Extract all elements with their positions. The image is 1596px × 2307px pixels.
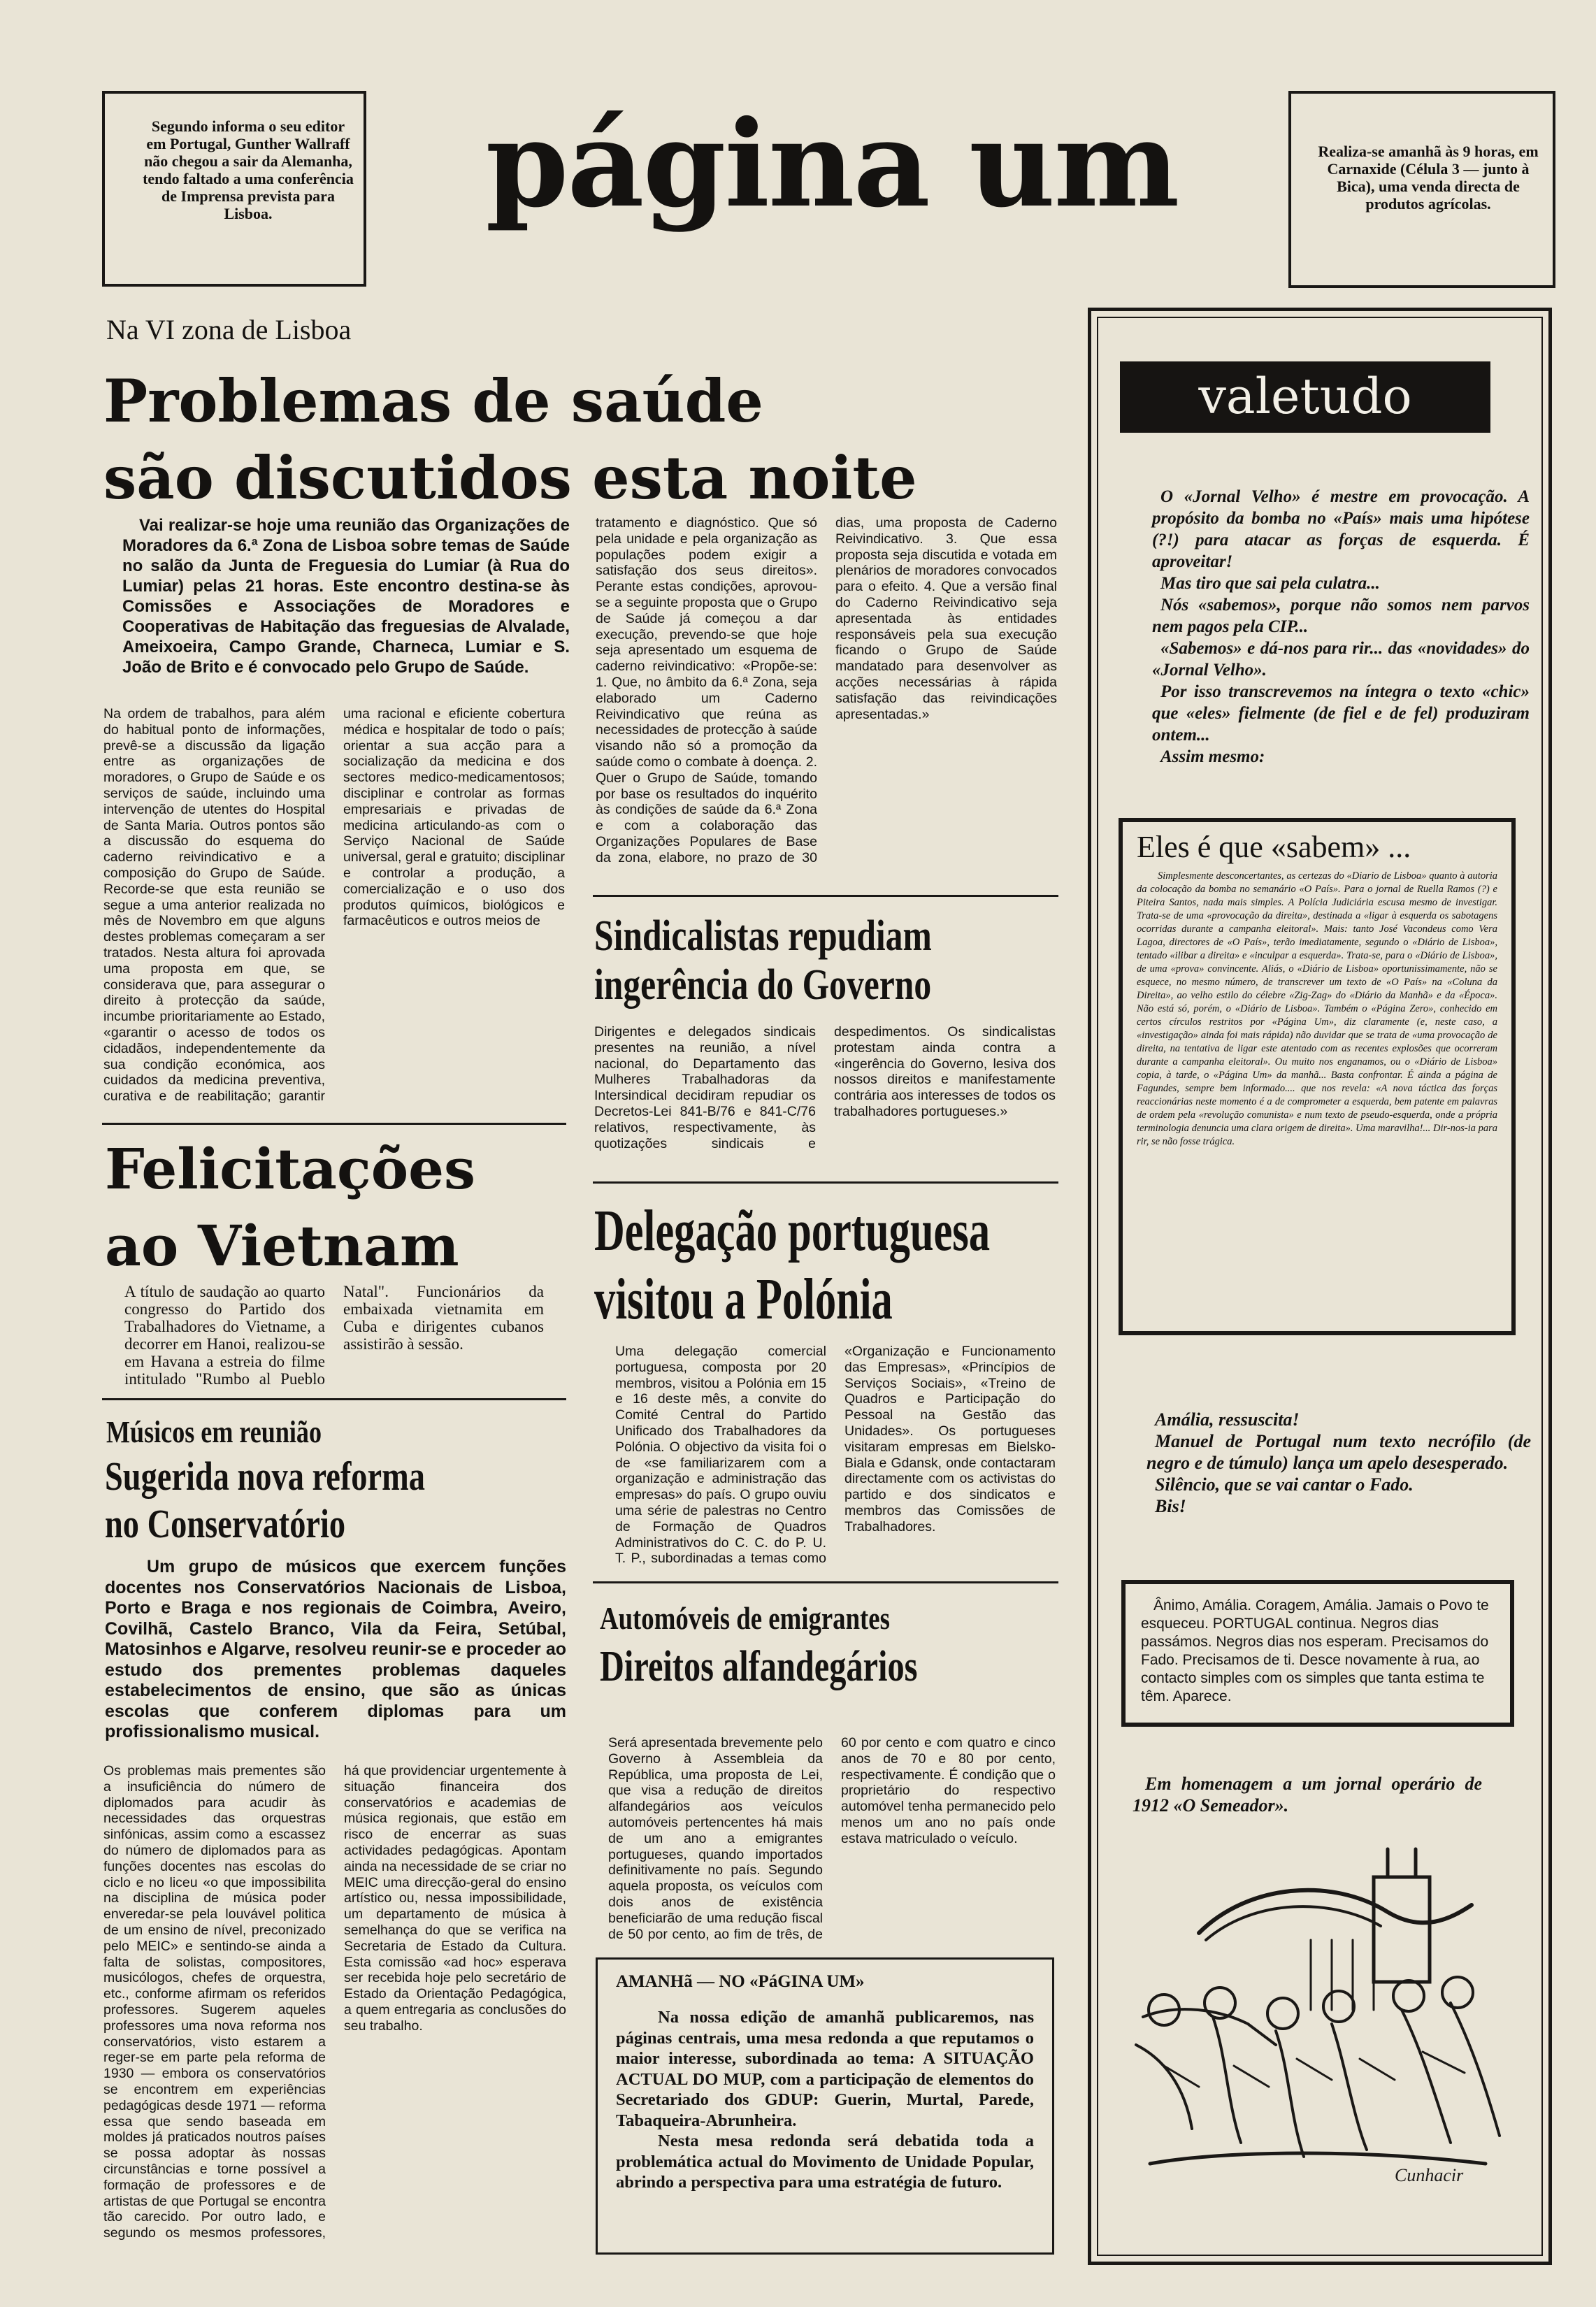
amalia-line2: Manuel de Portugal num texto necrófilo (de negro e de túmulo) lança um apelo desesperado. [1146, 1431, 1531, 1473]
sindicalistas-top-rule [593, 895, 1058, 897]
eles-sabem-title: Eles é que «sabem» ... [1137, 830, 1411, 864]
valetudo-intro-p4: «Sabemos» e dá-nos para rir... das «novidades» do «Jornal Velho». [1152, 639, 1530, 680]
amalia-line1: Amália, ressuscita! [1155, 1409, 1300, 1430]
vietnam-body: A título de saudação ao quarto congresso do Partido dos Trabalhadores do Vietname, a decorrer em Hanoi, realizou-se em Havana a estreia do filme intitulado "Rumbo al Pueblo Natal". Funcionários da embaixada vietnamita em Cuba e dirigentes cubanos assistirão à sessão. [124, 1283, 544, 1388]
left-notice-box [102, 91, 366, 287]
animo-text: Ânimo, Amália. Coragem, Amália. Jamais o Povo te esqueceu. PORTUGAL continua. Negros dias passámos. Negros dias nos esperam. Precisamos do Fado. Precisamos de ti. Desce novamente à rua, ao contacto simples com os simples que tanta estima te têm. Aparece. [1141, 1597, 1489, 1704]
semeador-illustration [1122, 1835, 1514, 2192]
amalia-line4: Bis! [1155, 1496, 1186, 1516]
saude-bottom-rule [102, 1123, 566, 1125]
amalia-line3: Silêncio, que se vai cantar o Fado. [1155, 1474, 1414, 1495]
sindicalistas-title-line2: ingerência do Governo [594, 961, 932, 1009]
amanha-heading: AMANHã — NO «PáGINA UM» [616, 1972, 865, 1991]
amanha-box [596, 1957, 1054, 2255]
polonia-title-line1: Delegação portuguesa [594, 1198, 991, 1263]
valetudo-intro-p5: Por isso transcrevemos na íntegra o texto «chic» que «eles» fielmente (de fiel e de fel) produziram ontem... [1152, 682, 1530, 745]
valetudo-intro-p6: Assim mesmo: [1160, 747, 1265, 766]
eles-sabem-box [1119, 818, 1516, 1335]
polonia-bottom-rule [593, 1581, 1058, 1583]
right-notice-text: Realiza-se amanhã às 9 horas, em Carnaxide (Célula 3 — junto à Bica), uma venda directa de produtos agrícolas. [1318, 143, 1539, 213]
homenagem-caption: Em homenagem a um jornal operário de 1912 «O Semeador». [1133, 1774, 1482, 1816]
amanha-closing: Nesta mesa redonda será debatida toda a problemática actual do Movimento de Unidade Popular, abrindo a perspectiva para uma estratégia de futuro. [616, 2132, 1034, 2192]
valetudo-intro [1152, 486, 1530, 768]
saude-body: Na ordem de trabalhos, para além do habitual ponto de informações, prevê-se a discussão da ligação entre as organizações de moradores, o Grupo de Saúde e os serviços de saúde, incluindo uma intervenção de utentes do Hospital de Santa Maria. Outros pontos são a discussão do esquema do caderno reivindicativo e a composição do Grupo de Saúde. Recorde-se que esta reunião se segue a uma anterior realizada no mês de Novembro em que alguns destes problemas começaram a ser tratados. Nesta altura foi aprovada uma proposta em que, se considerava que, para assegurar o direito à protecção da saúde, incumbe prioritariamente ao Estado, «garantir o acesso de todos os cidadãos, independentemente da sua condição económica, aos cuidados da medicina preventiva, curativa e de reabilitação; garantir uma racional e eficiente cobertura médica e hospitalar de todo o país; orientar a sua acção para a socialização da medicina e dos sectores medico-medicamentosos; disciplinar e controlar as formas empresariais e privadas de medicina articulando-as com o Serviço Nacional de Saúde universal, geral e gratuito; disciplinar e controlar a produção, a comercialização e o uso dos produtos químicos, biológicos e farmacêuticos e outros meios de [103, 706, 565, 1105]
right-notice-box [1288, 91, 1555, 288]
sindicalistas-body: Dirigentes e delegados sindicais presentes na reunião, a nível nacional, do Departamento das Mulheres Trabalhadoras da Intersindical decidiram repudiar os Decretos-Lei 841-B/76 e 841-C/76 relativos, respectivamente, às quotizações sindicais e despedimentos. Os sindicalistas protestam ainda contra a «ingerência do Governo, lesiva dos nossos direitos e manifestamente contrária aos interesses de todos os trabalhadores portugueses.» [594, 1024, 1056, 1151]
valetudo-intro-p2: Mas tiro que sai pela culatra... [1160, 574, 1380, 593]
polonia-body: Uma delegação comercial portuguesa, composta por 20 membros, visitou a Polónia em 15 e 16 deste mês, a convite do Comité Central do Partido Unificado dos Trabalhadores da Polónia. O objectivo da visita foi o de «se familiarizarem com a organização e administração das empresas» do país. O grupo ouviu uma série de palestras no Centro de Formação de Quadros Administrativos do C. C. do P. U. T. P., subordinadas a temas como «Organização e Funcionamento das Empresas», «Princípios de Serviços Sociais», «Treino de Quadros e Participação do Pessoal na Gestão das Unidades». Os portugueses visitaram empresas em Bielsko-Biala e Gdansk, onde contactaram directamente com os activistas do partido e dos sindicatos e membros das Comissões de Trabalhadores. [615, 1344, 1056, 1567]
musicos-lead: Um grupo de músicos que exercem funções docentes nos Conservatórios Nacionais de Lisboa, Porto e Braga e nos regionais de Coimbra, Aveiro, Covilhã, Castelo Branco, Vila da Feira, Setúbal, Matosinhos e Algarve, resolveu reunir-se e proceder ao estudo dos prementes problemas daqueles estabelecimentos de ensino, que são as únicas escolas que conferem diplomas para um profissionalismo musical. [105, 1557, 566, 1741]
illustration-signature: Cunhacir [1395, 2165, 1464, 2185]
musicos-title-line2: no Conservatório [105, 1501, 346, 1546]
automoveis-title: Direitos alfandegários [600, 1643, 918, 1690]
animo-box [1121, 1580, 1514, 1727]
amanha-theme: A SITUAÇÃO ACTUAL DO MUP, com a participação de elementos do Secretariado dos GDUP: Guerin, Murtal, Parede, Tabaqueira-Abrunheira. [616, 2049, 1034, 2130]
musicos-title-line1: Sugerida nova reforma [105, 1453, 425, 1499]
automoveis-body: Será apresentada brevemente pelo Governo à Assembleia da República, uma proposta de Lei, que visa a redução de direitos alfandegários aos veículos automóveis pertencentes há mais de um ano a emigrantes portugueses, quando importados definitivamente no país. Segundo aquela proposta, os veículos com dois anos de existência beneficiarão de uma redução fiscal de 50 por cento, ao fim de três, de 60 por cento e com quatro e cinco anos de 70 e 80 por cento, respectivamente. É condição que o proprietário do respectivo automóvel tenha permanecido pelo menos um ano no país onde estava matriculado o veículo. [608, 1735, 1056, 1942]
musicos-kicker: Músicos em reunião [106, 1415, 322, 1449]
polonia-title-line2: visitou a Polónia [594, 1267, 893, 1332]
saude-lead: Vai realizar-se hoje uma reunião das Organizações de Moradores da 6.ª Zona de Lisboa sobre temas de Saúde no salão da Junta de Freguesia do Lumiar (à Rua do Lumiar) pelas 21 horas. Este encontro destina-se às Comissões e Associações de Moradores e Cooperativas de Habitação das freguesias de Alvalade, Ameixoeira, Campo Grande, Charneca, Lumiar e S. João de Brito e é convocado pelo Grupo de Saúde. [122, 516, 570, 677]
valetudo-title: valetudo [1120, 361, 1490, 433]
saude-kicker: Na VI zona de Lisboa [106, 314, 352, 345]
valetudo-intro-p1: O «Jornal Velho» é mestre em provocação. A propósito da bomba no «País» mais uma hipótese (?!) para atacar as forças de esquerda. É aproveitar! [1152, 487, 1530, 571]
amalia-note [1146, 1409, 1531, 1517]
saude-continuation: tratamento e diagnóstico. Que só pela unidade e pela organização as populações podem exigir a satisfação dos seus direitos». Perante estas condições, aprovou-se a seguinte proposta que o Grupo de Saúde já começou a dar execução, prevendo-se que hoje seja apresentado um esquema de caderno reivindicativo: «Propõe-se: 1. Que, no âmbito da 6.ª Zona, seja elaborado um Caderno Reivindicativo que reúna as necessidades de protecção à saúde visando não só a promoção da saúde como o combate à doença. 2. Quer o Grupo de Saúde, tomando por base os resultados do inquérito às condições de saúde da 6.ª Zona e com a colaboração das Organizações Populares de Base da zona, elabore, no prazo de 30 dias, uma proposta de Caderno Reivindicativo. 3. Que essa proposta seja discutida e votada em plenários de moradores convocados para o efeito. 4. Que a versão final do Caderno Reivindicativo seja apresentada às entidades responsáveis pela sua execução ficando o Grupo de Saúde mandatado para desenvolver as acções necessárias à rápida satisfação das reivindicações apresentadas.» [596, 515, 1057, 865]
automoveis-kicker: Automóveis de emigrantes [600, 1600, 890, 1636]
sindicalistas-bottom-rule [593, 1181, 1058, 1184]
vietnam-title-line1: Felicitações [105, 1136, 475, 1202]
valetudo-intro-p3: Nós «sabemos», porque não somos nem parvos nem pagos pela CIP... [1152, 596, 1530, 636]
saude-title-line2: são discutidos esta noite [103, 443, 917, 512]
vietnam-title-line2: ao Vietnam [105, 1213, 459, 1279]
saude-title-line1: Problemas de saúde [103, 366, 763, 436]
amanha-body [616, 2007, 1034, 2193]
left-notice-text: Segundo informa o seu editor em Portugal, Gunther Wallraff não chegou a sair da Alemanha, tendo faltado a uma conferência de Imprensa prevista para Lisboa. [143, 117, 354, 222]
masthead-title: página um [485, 94, 1179, 234]
eles-sabem-body: Simplesmente desconcertantes, as certezas do «Diario de Lisboa» quanto à autoria da colocação da bomba no semanário «O País». Para o jornal de Ruella Ramos (?) e Piteira Santos, nada mais simples. A Polícia Judiciária escusa mesmo de investigar. Trata-se de uma «provocação da direita», destinada a «ligar à esquerda os sabotagens ocorridas durante a campanha eleitoral». Mais: tanto José Vacondeus como Vera Lagoa, directores de «O País», terão imediatamente, segundo o «Diário de Lisboa», tentado «ilibar a direita» e «inculpar a esquerda». Trata-se, para o «Diário de Lisboa», de uma «prova» convincente. Aliás, o «Diário de Lisboa» oportunissimamente, não se esquece, no mesmo número, de transcrever um texto de «O País» na «Coluna da Direita», ao velho estilo do célebre «Zig-Zag» do «Diário da Manhã» e da «Época». Não está só, porém, o «Diário de Lisboa». Também o «Página Zero», conhecido em certos círculos restritos por «Página Um», diz claramente (e, neste caso, a «investigação» ainda foi mais rápida) não duvidar que se trata de «uma provocação de direita, na tentativa de ligar este atentado com as recentes explosões que ocorreram durante a campanha eleitoral». Ou muito nos enganamos, ou o «Diário de Lisboa» copia, à tarde, o «Página Um» da manhã... Basta confrontar. É ainda a página de Fagundes, sempre bem informado.... que nos revela: «A nova táctica das forças reaccionárias neste momento é a de comprometer a esquerda, bem patente em palavras de ordem pela «revolução comunista» e num texto de pseudo-esquerda, onde a própria terminologia denuncia uma clara origem de direita». Uma maravilha!... Dir-nos-ia para rir, se não fosse trágica. [1137, 870, 1497, 1147]
amanha-intro: Na nossa edição de amanhã publicaremos, nas páginas centrais, uma mesa redonda a que reputamos o maior interesse, subordinada ao tema: [616, 2008, 1034, 2068]
musicos-body: Os problemas mais prementes são a insuficiência do número de diplomados para acudir às necessidades das orquestras sinfónicas, assim como a escassez do número de diplomados para as funções docentes nas escolas do ciclo e no liceu «o que impossibilita na disciplina de música poder enveredar-se pela louvável politica de um ensino de nível, preconizado pelo MEIC» e sentindo-se ainda a falta de solistas, compositores, musicólogos, chefes de orquestra, etc., conforme afirmam os referidos professores. Sugerem aqueles professores uma nova reforma nos conservatórios, visto estarem a reger-se em parte pela reforma de 1930 — embora os conservatórios se encontrem em experiências pedagógicas desde 1971 — reforma essa que sendo baseada em moldes já praticados noutros países se possa adoptar às nossas circunstâncias e torne possível a formação de professores e de artistas de que Portugal se encontra tão carecido. Por outro lado, e segundo os mesmos professores, há que providenciar urgentemente à situação financeira dos conservatórios e academias de música regionais, que estão em risco de encerrar as suas actividades pedagógicas. Apontam ainda na necessidade de se criar no MEIC uma direcção-geral do ensino artístico ou, nessa impossibilidade, um departamento de música à semelhança do que se verifica na Secretaria de Estado da Cultura. Esta comissão «ad hoc» esperava ser recebida hoje pelo secretário de Estado da Orientação Pedagógica, a quem entregaria as conclusões do seu trabalho. [103, 1763, 566, 2241]
vietnam-bottom-rule [102, 1398, 566, 1400]
sindicalistas-title-line1: Sindicalistas repudiam [594, 912, 932, 960]
